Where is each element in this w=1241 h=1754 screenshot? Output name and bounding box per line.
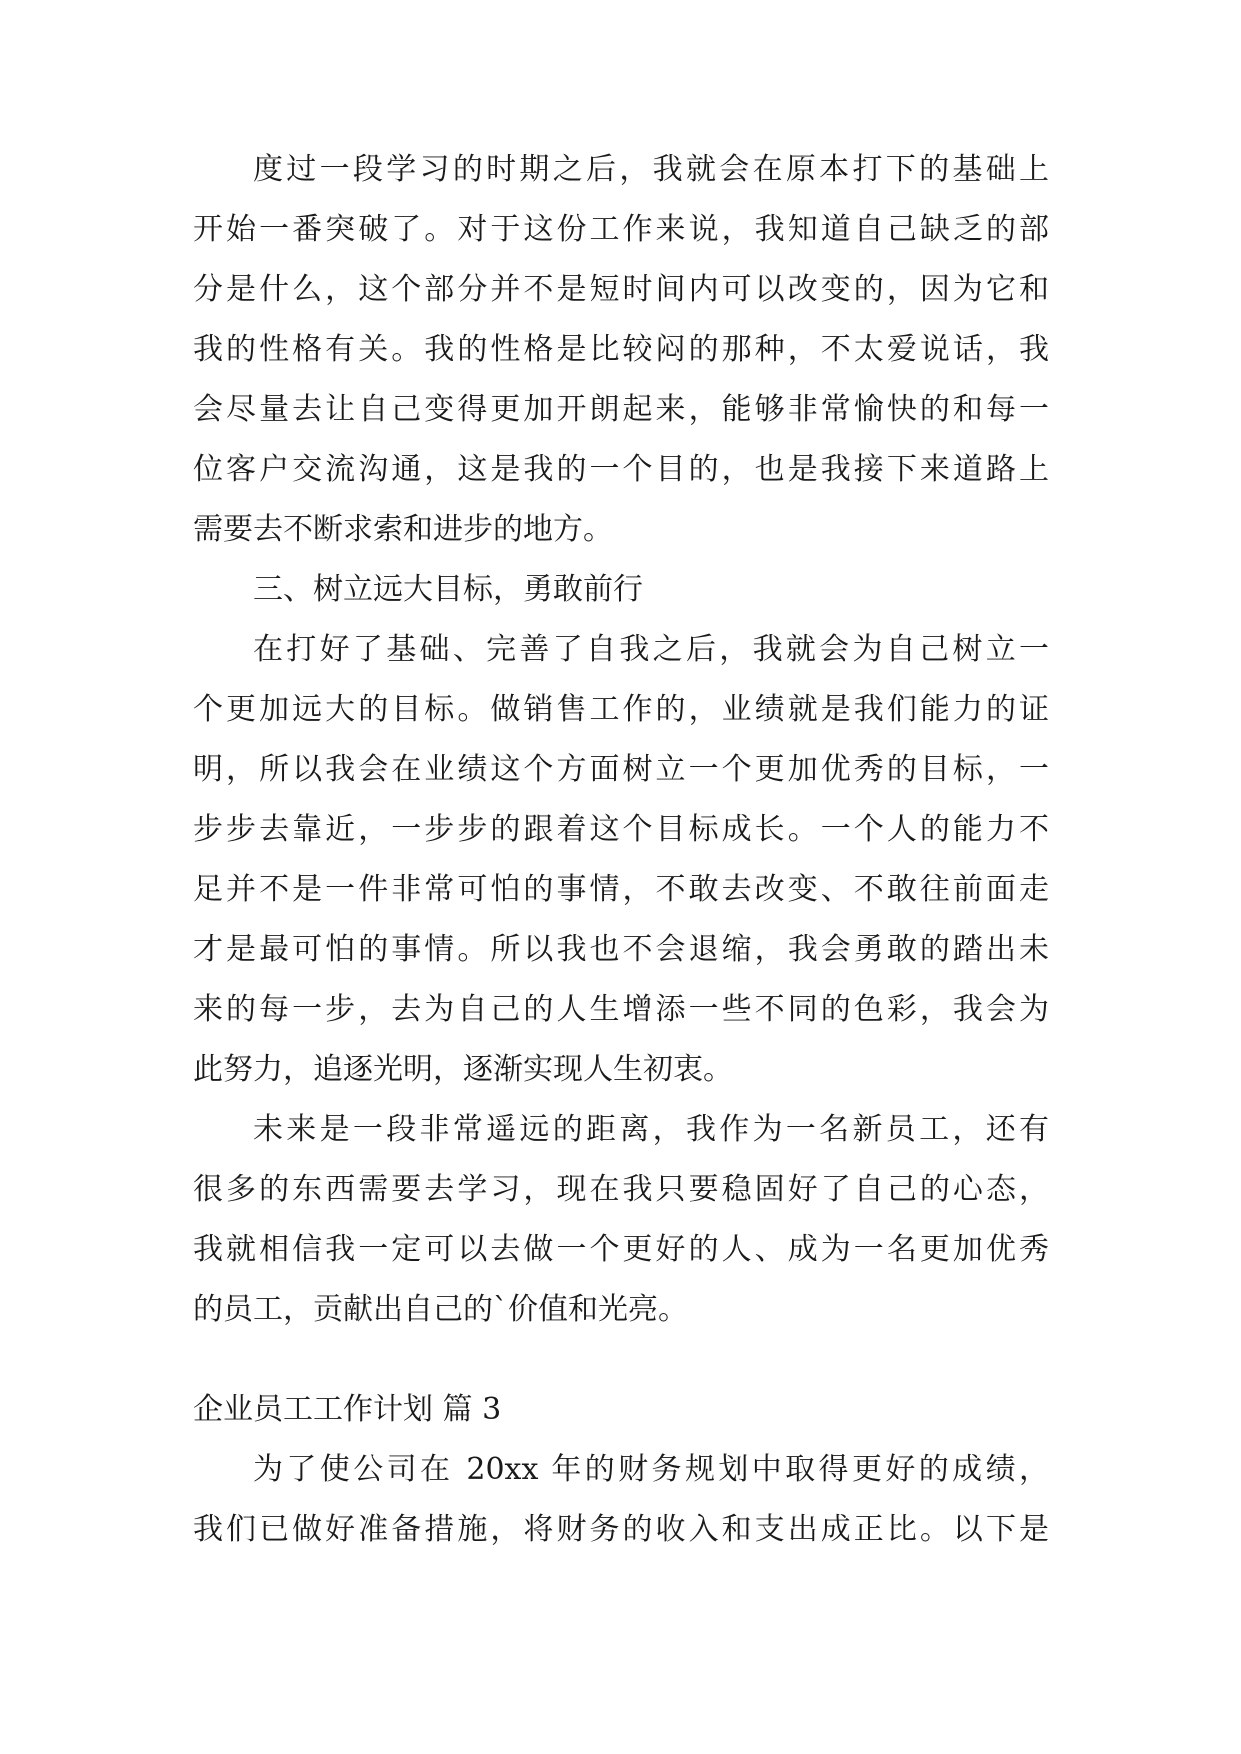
body-text-line: 位客户交流沟通，这是我的一个目的，也是我接下来道路上 bbox=[193, 452, 1049, 487]
body-text-line: 开始一番突破了。对于这份工作来说，我知道自己缺乏的部 bbox=[193, 212, 1049, 247]
body-text-line: 为了使公司在 20xx 年的财务规划中取得更好的成绩， bbox=[253, 1452, 1049, 1487]
body-text-line: 个更加远大的目标。做销售工作的，业绩就是我们能力的证 bbox=[193, 692, 1049, 727]
body-text-line: 足并不是一件非常可怕的事情，不敢去改变、不敢往前面走 bbox=[193, 872, 1049, 907]
body-text-line: 需要去不断求索和进步的地方。 bbox=[193, 512, 613, 547]
body-text-line: 分是什么，这个部分并不是短时间内可以改变的，因为它和 bbox=[193, 272, 1049, 307]
body-text-line: 我就相信我一定可以去做一个更好的人、成为一名更加优秀 bbox=[193, 1232, 1049, 1267]
section-title: 企业员工工作计划 篇 3 bbox=[193, 1392, 502, 1427]
body-text-line: 步步去靠近，一步步的跟着这个目标成长。一个人的能力不 bbox=[193, 812, 1049, 847]
body-text-line: 明，所以我会在业绩这个方面树立一个更加优秀的目标，一 bbox=[193, 752, 1049, 787]
body-text-line: 会尽量去让自己变得更加开朗起来，能够非常愉快的和每一 bbox=[193, 392, 1049, 427]
body-text-line: 在打好了基础、完善了自我之后，我就会为自己树立一 bbox=[253, 632, 1049, 667]
body-text-line: 才是最可怕的事情。所以我也不会退缩，我会勇敢的踏出未 bbox=[193, 932, 1049, 967]
body-text-line: 来的每一步，去为自己的人生增添一些不同的色彩，我会为 bbox=[193, 992, 1049, 1027]
body-text-line: 我们已做好准备措施，将财务的收入和支出成正比。以下是 bbox=[193, 1512, 1049, 1547]
section-heading: 三、树立远大目标，勇敢前行 bbox=[253, 572, 643, 607]
body-text-line: 的员工，贡献出自己的`价值和光亮。 bbox=[193, 1292, 688, 1327]
body-text-line: 此努力，追逐光明，逐渐实现人生初衷。 bbox=[193, 1052, 733, 1087]
body-text-line: 很多的东西需要去学习，现在我只要稳固好了自己的心态， bbox=[193, 1172, 1049, 1207]
body-text-line: 度过一段学习的时期之后，我就会在原本打下的基础上 bbox=[253, 152, 1049, 187]
body-text-line: 我的性格有关。我的性格是比较闷的那种，不太爱说话，我 bbox=[193, 332, 1049, 367]
body-text-line: 未来是一段非常遥远的距离，我作为一名新员工，还有 bbox=[253, 1112, 1049, 1147]
